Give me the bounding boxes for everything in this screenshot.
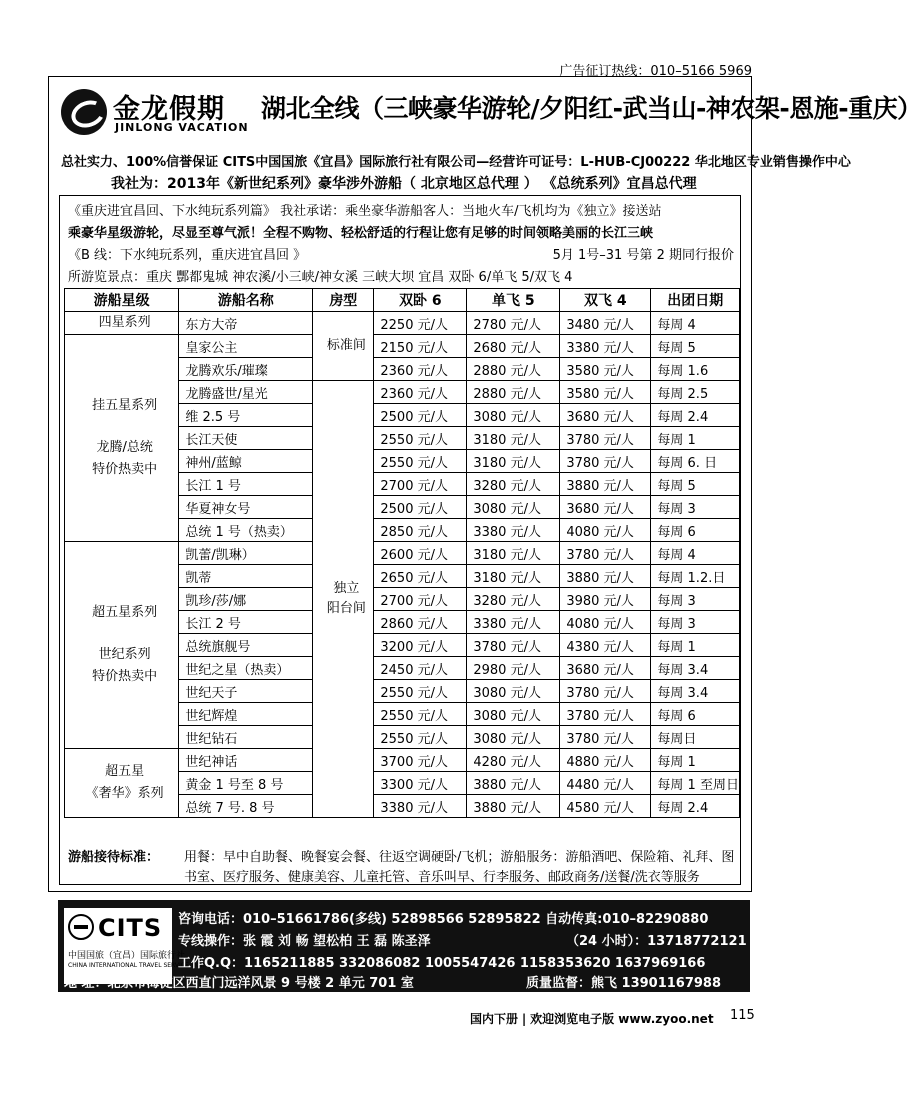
- header-cell: 出团日期: [651, 289, 740, 312]
- cits-en: CHINA INTERNATIONAL TRAVEL SERVICE YICHANG: [68, 962, 219, 969]
- table-header-row: [65, 289, 740, 312]
- star-group-line: 四星系列: [98, 315, 151, 330]
- table-row: [65, 312, 740, 335]
- table-row: [65, 542, 740, 565]
- price-single-flight-cell: 3280 元/人: [467, 473, 560, 496]
- price-double-flight-cell: 3580 元/人: [560, 381, 651, 404]
- departure-date-cell: 每周 4: [651, 312, 740, 335]
- price-double-flight-cell: 3580 元/人: [560, 358, 651, 381]
- price-double-sleeper-cell: 2700 元/人: [374, 588, 467, 611]
- price-double-sleeper-cell: 2550 元/人: [374, 703, 467, 726]
- price-single-flight-cell: 3880 元/人: [467, 795, 560, 818]
- departure-date-cell: 每周 3.4: [651, 657, 740, 680]
- star-group-line: 《奢华》系列: [85, 786, 164, 801]
- logo-en: JINLONG VACATION: [115, 121, 249, 134]
- contact-qq: 工作Q.Q：1165211885 332086082 1005547426 1158353620 1637969166: [178, 956, 706, 971]
- departure-date-cell: 每周 3: [651, 496, 740, 519]
- ship-name-cell: 龙腾欢乐/璀璨: [179, 358, 313, 381]
- page-title: 湖北全线（三峡豪华游轮/夕阳红-武当山-神农架-恩施-重庆）: [261, 94, 922, 123]
- price-double-sleeper-cell: 2500 元/人: [374, 496, 467, 519]
- departure-date-cell: 每周 2.5: [651, 381, 740, 404]
- price-single-flight-cell: 3180 元/人: [467, 542, 560, 565]
- service-label: 游船接待标准：: [68, 850, 160, 865]
- price-double-flight-cell: 3780 元/人: [560, 427, 651, 450]
- cits-name: CITS: [98, 914, 163, 942]
- star-group-line: 超五星: [105, 764, 145, 779]
- price-section: [59, 195, 741, 885]
- star-group-line: [71, 417, 178, 437]
- star-group-cell: [65, 542, 179, 749]
- price-single-flight-cell: 3080 元/人: [467, 404, 560, 427]
- star-group-cell: [65, 749, 179, 818]
- price-double-sleeper-cell: 2250 元/人: [374, 312, 467, 335]
- price-double-sleeper-cell: 3700 元/人: [374, 749, 467, 772]
- ship-name-cell: 长江天使: [179, 427, 313, 450]
- footer-section: 国内下册: [470, 1012, 519, 1026]
- price-double-flight-cell: 4080 元/人: [560, 611, 651, 634]
- price-single-flight-cell: 3180 元/人: [467, 450, 560, 473]
- price-double-flight-cell: 3780 元/人: [560, 450, 651, 473]
- price-double-flight-cell: 3780 元/人: [560, 542, 651, 565]
- price-double-flight-cell: 3480 元/人: [560, 312, 651, 335]
- star-group-line: 龙腾/总统: [96, 440, 153, 455]
- contact-phone: 咨询电话：010–51661786(多线) 52898566 52895822 自动传真:010–82290880: [178, 912, 709, 927]
- price-single-flight-cell: 4280 元/人: [467, 749, 560, 772]
- footer: [470, 1010, 714, 1027]
- ship-name-cell: 凯蕾/凯琳）: [179, 542, 313, 565]
- header: [49, 77, 922, 147]
- agency-line: 我社为：2013年《新世纪系列》豪华涉外游船（ 北京地区总代理 ） 《总统系列》宜昌总代理: [111, 176, 697, 192]
- price-double-sleeper-cell: 3380 元/人: [374, 795, 467, 818]
- ship-name-cell: 黄金 1 号至 8 号: [179, 772, 313, 795]
- price-double-sleeper-cell: 2850 元/人: [374, 519, 467, 542]
- departure-date-cell: 每周 6. 日: [651, 450, 740, 473]
- page-number: 115: [730, 1008, 755, 1023]
- price-double-flight-cell: 3680 元/人: [560, 657, 651, 680]
- footer-sep: |: [521, 1012, 527, 1026]
- price-double-sleeper-cell: 2550 元/人: [374, 726, 467, 749]
- service-text: 用餐：早中自助餐、晚餐宴会餐、往返空调硬卧/飞机；游船服务：游船酒吧、保险箱、礼拜、图书室、医疗服务、健康美容、儿童托管、音乐叫早、行李服务、邮政商务/送餐/洗衣等服务: [184, 850, 735, 885]
- header-cell: 房型: [313, 289, 374, 312]
- star-group-line: 挂五星系列: [92, 398, 158, 413]
- ship-name-cell: 总统 1 号（热卖）: [179, 519, 313, 542]
- price-double-sleeper-cell: 2550 元/人: [374, 680, 467, 703]
- price-double-flight-cell: 3680 元/人: [560, 496, 651, 519]
- table-row: [65, 335, 740, 358]
- price-double-flight-cell: 4080 元/人: [560, 519, 651, 542]
- price-double-sleeper-cell: 3300 元/人: [374, 772, 467, 795]
- room-type-cell: [313, 381, 374, 818]
- ship-name-cell: 世纪辉煌: [179, 703, 313, 726]
- jinlong-logo: [57, 85, 257, 139]
- contact-staff: 专线操作：张 霞 刘 畅 望松柏 王 磊 陈圣泽: [178, 934, 431, 949]
- price-double-sleeper-cell: 2600 元/人: [374, 542, 467, 565]
- departure-date-cell: 每周 3: [651, 611, 740, 634]
- license-line: 总社实力、100%信誉保证 CITS中国国旅《宜昌》国际旅行社有限公司—经营许可证号：L-HUB-CJ00222 华北地区专业销售操作中心: [61, 155, 851, 170]
- price-single-flight-cell: 3880 元/人: [467, 772, 560, 795]
- star-group-line: 特价热卖中: [92, 462, 158, 477]
- price-single-flight-cell: 3080 元/人: [467, 703, 560, 726]
- ad-hotline: 广告征订热线：010–5166 5969: [559, 64, 752, 79]
- price-single-flight-cell: 2880 元/人: [467, 358, 560, 381]
- price-double-flight-cell: 3780 元/人: [560, 680, 651, 703]
- departure-date-cell: 每周 1: [651, 749, 740, 772]
- departure-date-cell: 每周 1.6: [651, 358, 740, 381]
- ship-name-cell: 华夏神女号: [179, 496, 313, 519]
- price-single-flight-cell: 2880 元/人: [467, 381, 560, 404]
- price-single-flight-cell: 3080 元/人: [467, 496, 560, 519]
- price-single-flight-cell: 3380 元/人: [467, 519, 560, 542]
- star-group-cell: [65, 312, 179, 335]
- table-row: [65, 749, 740, 772]
- ship-name-cell: 维 2.5 号: [179, 404, 313, 427]
- star-group-line: 超五星系列: [92, 605, 158, 620]
- price-single-flight-cell: 2680 元/人: [467, 335, 560, 358]
- departure-date-cell: 每周 3.4: [651, 680, 740, 703]
- price-single-flight-cell: 3380 元/人: [467, 611, 560, 634]
- price-double-sleeper-cell: 3200 元/人: [374, 634, 467, 657]
- price-double-sleeper-cell: 2500 元/人: [374, 404, 467, 427]
- price-double-flight-cell: 3680 元/人: [560, 404, 651, 427]
- price-single-flight-cell: 2780 元/人: [467, 312, 560, 335]
- price-double-flight-cell: 3980 元/人: [560, 588, 651, 611]
- star-group-line: 特价热卖中: [92, 669, 158, 684]
- price-table: [64, 288, 740, 818]
- departure-date-cell: 每周 6: [651, 703, 740, 726]
- contact-supervisor: 质量监督：熊飞 13901167988: [526, 976, 722, 991]
- price-single-flight-cell: 3280 元/人: [467, 588, 560, 611]
- departure-date-cell: 每周日: [651, 726, 740, 749]
- price-single-flight-cell: 2980 元/人: [467, 657, 560, 680]
- star-group-cell: [65, 335, 179, 542]
- ship-name-cell: 长江 1 号: [179, 473, 313, 496]
- departure-date-cell: 每周 5: [651, 473, 740, 496]
- price-double-flight-cell: 3380 元/人: [560, 335, 651, 358]
- header-cell: 双卧 6: [374, 289, 467, 312]
- ship-name-cell: 世纪钻石: [179, 726, 313, 749]
- price-double-sleeper-cell: 2150 元/人: [374, 335, 467, 358]
- price-single-flight-cell: 3180 元/人: [467, 565, 560, 588]
- price-double-flight-cell: 3880 元/人: [560, 565, 651, 588]
- price-single-flight-cell: 3780 元/人: [467, 634, 560, 657]
- price-double-sleeper-cell: 2700 元/人: [374, 473, 467, 496]
- departure-date-cell: 每周 3: [651, 588, 740, 611]
- price-double-sleeper-cell: 2650 元/人: [374, 565, 467, 588]
- footer-text: 欢迎浏览电子版 www.zyoo.net: [530, 1012, 714, 1026]
- contact-address: 地 址：北京市海淀区西直门远洋风景 9 号楼 2 单元 701 室: [64, 976, 414, 991]
- ship-name-cell: 龙腾盛世/星光: [179, 381, 313, 404]
- departure-date-cell: 每周 1: [651, 427, 740, 450]
- departure-date-cell: 每周 1.2.日: [651, 565, 740, 588]
- departure-date-cell: 每周 2.4: [651, 404, 740, 427]
- ship-name-cell: 世纪天子: [179, 680, 313, 703]
- price-double-flight-cell: 3880 元/人: [560, 473, 651, 496]
- ship-name-cell: 凯蒂: [179, 565, 313, 588]
- departure-date-cell: 每周 2.4: [651, 795, 740, 818]
- header-cell: 双飞 4: [560, 289, 651, 312]
- header-cell: 游船名称: [179, 289, 313, 312]
- price-double-sleeper-cell: 2860 元/人: [374, 611, 467, 634]
- sights-line: 所游览景点：重庆 酆都鬼城 神农溪/小三峡/神女溪 三峡大坝 宜昌 双卧 6/单飞 5/双飞 4: [68, 270, 573, 285]
- period-line: 5月 1号–31 号第 2 期同行报价: [552, 248, 734, 263]
- contact-hours: （24 小时）：13718772121: [566, 934, 747, 949]
- star-group-line: [71, 624, 178, 644]
- price-double-sleeper-cell: 2550 元/人: [374, 450, 467, 473]
- departure-date-cell: 每周 4: [651, 542, 740, 565]
- slogan-line: 乘豪华星级游轮，尽显至尊气派！全程不购物、轻松舒适的行程让您有足够的时间领略美丽的长江三峡: [68, 226, 654, 241]
- departure-date-cell: 每周 1: [651, 634, 740, 657]
- departure-date-cell: 每周 6: [651, 519, 740, 542]
- price-double-sleeper-cell: 2550 元/人: [374, 427, 467, 450]
- price-double-flight-cell: 4480 元/人: [560, 772, 651, 795]
- ship-name-cell: 东方大帝: [179, 312, 313, 335]
- logo-cn: 金龙假期: [113, 94, 225, 125]
- ship-name-cell: 长江 2 号: [179, 611, 313, 634]
- price-double-sleeper-cell: 2450 元/人: [374, 657, 467, 680]
- header-cell: 游船星级: [65, 289, 179, 312]
- route-line: 《B 线：下水纯玩系列，重庆进宜昌回 》: [68, 248, 307, 263]
- ship-name-cell: 神州/蓝鲸: [179, 450, 313, 473]
- price-double-flight-cell: 3780 元/人: [560, 726, 651, 749]
- ship-name-cell: 总统 7 号. 8 号: [179, 795, 313, 818]
- price-double-flight-cell: 4580 元/人: [560, 795, 651, 818]
- price-single-flight-cell: 3080 元/人: [467, 680, 560, 703]
- ship-name-cell: 世纪之星（热卖）: [179, 657, 313, 680]
- price-double-flight-cell: 4880 元/人: [560, 749, 651, 772]
- dragon-logo-icon: [61, 89, 107, 135]
- ad-frame: [48, 76, 922, 892]
- price-double-sleeper-cell: 2360 元/人: [374, 381, 467, 404]
- ship-name-cell: 总统旗舰号: [179, 634, 313, 657]
- price-single-flight-cell: 3180 元/人: [467, 427, 560, 450]
- room-type-line: 标准间: [326, 338, 366, 353]
- price-single-flight-cell: 3080 元/人: [467, 726, 560, 749]
- contact-panel: [58, 900, 750, 992]
- cits-globe-icon: [68, 914, 94, 940]
- ship-name-cell: 皇家公主: [179, 335, 313, 358]
- room-type-line: 独立: [333, 581, 360, 596]
- price-double-sleeper-cell: 2360 元/人: [374, 358, 467, 381]
- price-double-flight-cell: 3780 元/人: [560, 703, 651, 726]
- room-type-cell: [313, 312, 374, 381]
- room-type-line: 阳台间: [326, 601, 366, 616]
- promise-line: 《重庆进宜昌回、下水纯玩系列篇》 我社承诺：乘坐豪华游船客人：当地火车/飞机均为《独立》接送站: [68, 204, 662, 219]
- price-double-flight-cell: 4380 元/人: [560, 634, 651, 657]
- ship-name-cell: 世纪神话: [179, 749, 313, 772]
- ship-name-cell: 凯珍/莎/娜: [179, 588, 313, 611]
- header-cell: 单飞 5: [467, 289, 560, 312]
- departure-date-cell: 每周 5: [651, 335, 740, 358]
- departure-date-cell: 每周 1 至周日: [651, 772, 740, 795]
- star-group-line: 世纪系列: [98, 647, 151, 662]
- cits-cn: 中国国旅（宜昌）国际旅行社: [68, 951, 186, 961]
